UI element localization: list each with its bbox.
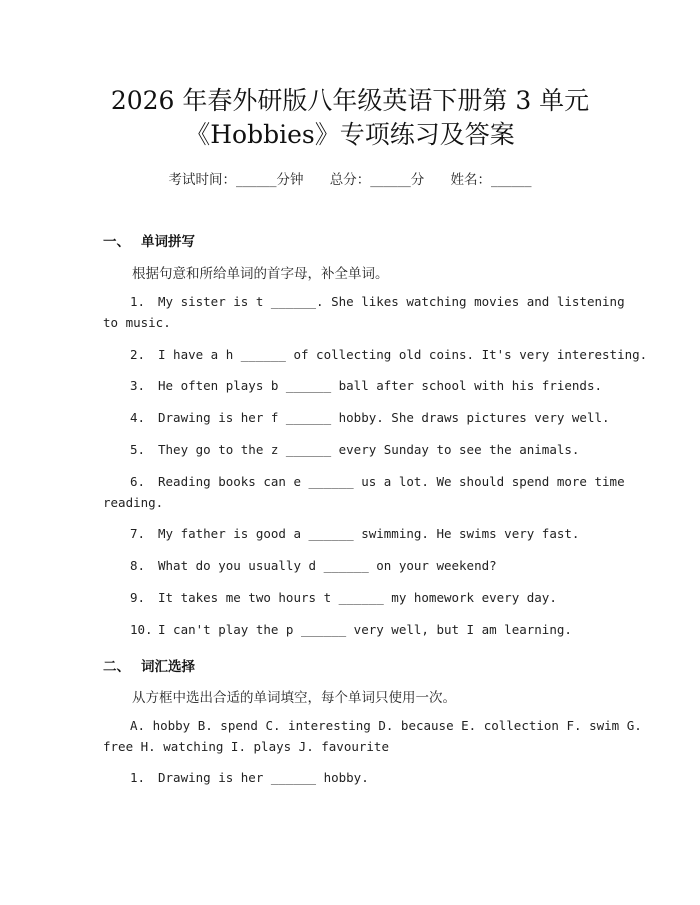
- question-item: [103, 587, 603, 608]
- question-number: 8.: [130, 558, 146, 573]
- question-item: [103, 375, 603, 396]
- question-text: What do you usually d ______ on your weekend?: [158, 558, 497, 573]
- question-item: [103, 291, 625, 333]
- section-2-number: 二、: [103, 659, 130, 675]
- section-2-title: 词汇选择: [141, 659, 195, 675]
- question-text-continued: to music.: [103, 315, 171, 330]
- question-number: 4.: [130, 410, 146, 425]
- word-options-line-continued: free H. watching I. plays J. favourite: [103, 739, 389, 754]
- question-text: Drawing is her ______ hobby.: [158, 770, 369, 785]
- question-item: [103, 471, 625, 513]
- question-item: [103, 523, 603, 544]
- question-number: 9.: [130, 590, 146, 605]
- question-text: My father is good a ______ swimming. He swims very fast.: [158, 526, 580, 541]
- question-text: I have a h ______ of collecting old coins. It's very interesting.: [158, 347, 648, 362]
- question-item: [103, 407, 610, 428]
- page-title: 2026 年春外研版八年级英语下册第 3 单元: [110, 86, 590, 115]
- question-text: He often plays b ______ ball after school with his friends.: [158, 378, 603, 393]
- section-2-heading: [103, 655, 195, 675]
- word-options-line: A. hobby B. spend C. interesting D. because E. collection F. swim G.: [130, 718, 642, 733]
- section-1-number: 一、: [103, 234, 130, 250]
- question-text: Drawing is her f ______ hobby. She draws pictures very well.: [158, 410, 610, 425]
- question-text-continued: reading.: [103, 495, 164, 510]
- total-score-label: 总分：______分: [329, 172, 425, 188]
- question-number: 5.: [130, 442, 146, 457]
- exam-meta: [0, 168, 700, 188]
- word-options: [103, 715, 642, 757]
- question-text: My sister is t ______. She likes watching movies and listening: [158, 294, 625, 309]
- question-number: 2.: [130, 347, 146, 362]
- question-text: Reading books can e ______ us a lot. We should spend more time: [158, 474, 625, 489]
- exam-time-label: 考试时间：______分钟: [168, 172, 304, 188]
- question-item: [103, 555, 603, 576]
- question-item: [103, 767, 603, 788]
- section-1-heading: [103, 230, 195, 250]
- question-number: 10.: [130, 622, 153, 637]
- student-name-label: 姓名：______: [450, 172, 532, 188]
- question-number: 7.: [130, 526, 146, 541]
- section-2-instruction: 从方框中选出合适的单词填空，每个单词只使用一次。: [132, 690, 456, 706]
- question-number: 3.: [130, 378, 146, 393]
- question-text: It takes me two hours t ______ my homework every day.: [158, 590, 557, 605]
- question-text: I can't play the p ______ very well, but I am learning.: [158, 622, 572, 637]
- page-subtitle: 《Hobbies》专项练习及答案: [185, 120, 515, 149]
- section-1-title: 单词拼写: [141, 234, 195, 250]
- question-number: 1.: [130, 770, 146, 785]
- question-number: 1.: [130, 294, 146, 309]
- section-1-instruction: 根据句意和所给单词的首字母，补全单词。: [132, 266, 389, 282]
- question-item: [103, 344, 648, 365]
- question-number: 6.: [130, 474, 146, 489]
- question-item: [103, 619, 603, 640]
- question-item: [103, 439, 603, 460]
- question-text: They go to the z ______ every Sunday to see the animals.: [158, 442, 580, 457]
